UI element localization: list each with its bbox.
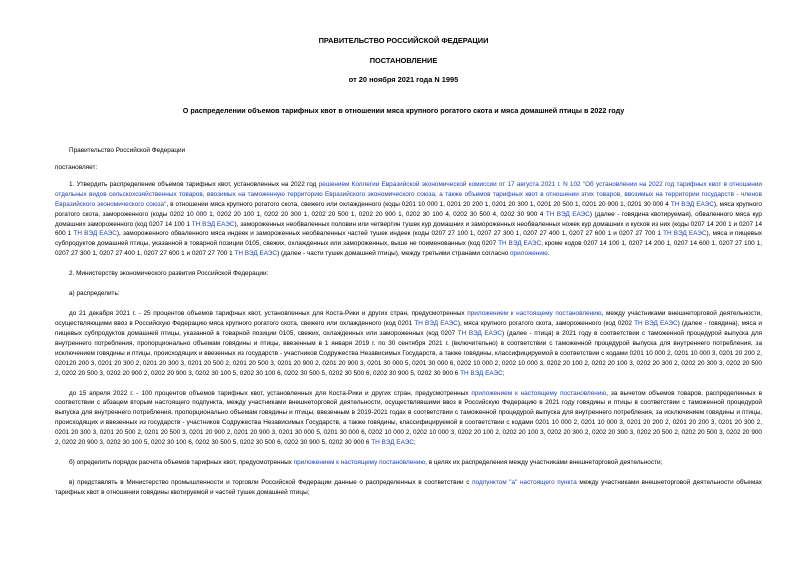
link-tn-ved[interactable]: ТН ВЭД ЕАЭС (371, 439, 414, 447)
text-span: 1. Утвердить распределение объемов тарифных квот, установленных на 2022 год (69, 180, 319, 188)
text-span: ) (далее - птица) в 2021 году в соответствии с таможенной процедурой выпуска для внутреннего потребления, пропорционально объемам говядины и птицы, ввезенным в 1 января 2019 г. по 30 сентября 2021 г. (включительно) в соответствии с таможенной процедурой выпуска для внутреннего потребления, за исключением говядины и птицы, происходящих и ввезенных из государств - участников Содружества Независимых Государств, а также говядины, классифицируемой в соответствии с кодами 0201 10 000 2, 0201 10 000 3, 0201 20 200 2, 020120 200 3, 0201 20 300 2, 0201 20 300 3, 0201 20 500 2, 0201 20 500 3, 0201 20 900 2, 0201 20 900 3, 0201 30 000 5, 0201 30 000 6, 0202 10 000 2, 0202 10 000 3, 0202 20 100 2, 0202 20 100 3, 0202 20 300 2, 0202 20 300 3, 0202 20 500 2, 0202 20 500 3, 0202 20 900 2, 0202 20 900 3, 0202 30 100 5, 0202 30 100 6, 0202 30 500 5, 0202 30 500 6, 0202 30 900 5, 0202 30 900 6 (55, 329, 763, 377)
link-tn-ved[interactable]: ТН ВЭД ЕАЭС (663, 230, 707, 238)
text-span: в) представлять в Министерство промышленности и торговли Российской Федерации данные о распределенных в соответствии с (69, 478, 473, 486)
text-span: ), мяса и пищевых субпродуктов домашней птицы, указанной в товарной позиции 0105, свежих, охлажденных или замороженных, выше не поименованных (код 0207 (55, 230, 762, 248)
link-tn-ved[interactable]: ТН ВЭД ЕАЭС (460, 369, 503, 377)
text-span: ), замороженного обваленного мяса индеек и замороженных необваленных частей тушек индеек (коды 0207 27 100 1, 0207 27 300 1, 0207 27 400 1, 0207 27 600 1 и 0207 27 700 1 (116, 230, 664, 238)
subparagraph-b (55, 458, 762, 468)
link-tn-ved[interactable]: ТН ВЭД ЕАЭС (545, 210, 590, 218)
paragraph-1 (55, 180, 762, 259)
text-span: ) (далее - говядина квотируемая), обваленного мяса кур домашних замороженного (код 0207 14 100 1 (55, 210, 762, 228)
text-span: б) определить порядок расчета объемов тарифных квот, предусмотренных (69, 459, 294, 467)
issuing-authority: ПРАВИТЕЛЬСТВО РОССИЙСКОЙ ФЕДЕРАЦИИ (318, 36, 489, 45)
subparagraph-v (55, 478, 762, 498)
document-date-number: от 20 ноября 2021 года N 1995 (348, 75, 459, 84)
text-span: до 15 апреля 2022 г. - 100 процентов объемов тарифных квот, установленных для Коста-Рики и других стран, предусмотренных (69, 389, 472, 397)
preamble-decides: постановляет: (55, 163, 98, 171)
text-span: между участниками внешнеторговой деятельности объемах тарифных квот в отношении говядины квотируемой и частей тушек домашней птицы; (55, 478, 762, 496)
text-span: , между участниками внешнеторговой деятельности, осуществляющими ввоз в Российскую Федерацию мяса крупного рогатого скота, свежего или охлажденного (код 0201 (55, 310, 763, 327)
paragraph-2: 2. Министерству экономического развития Российской Федерации: (69, 270, 269, 278)
paragraph-3 (55, 309, 762, 378)
document-title: О распределении объемов тарифных квот в отношении мяса крупного рогатого скота и мяса домашней птицы в 2022 году (182, 106, 625, 115)
text-span: ), мяса крупного рогатого скота, замороженного (код 0202 (457, 319, 635, 327)
link-tn-ved[interactable]: ТН ВЭД ЕАЭС (73, 230, 117, 238)
text-span: , в отношении мяса крупного рогатого скота, свежего или охлажденного (коды 0201 10 000 1, 0201 20 200 1, 0201 20 300 1, 0201 20 500 1, 0201 20 900 1, 0201 30 000 4 (166, 200, 671, 208)
link-appendix[interactable]: приложением к настоящему постановлению (467, 310, 602, 318)
document-body (55, 146, 762, 508)
link-tn-ved[interactable]: ТН ВЭД ЕАЭС (670, 200, 714, 208)
text-span: ; (502, 369, 505, 377)
link-eec-decision[interactable]: решением Коллегии Евразийской экономической комиссии от 17 августа 2021 г. N 102 "Об установлении на 2022 год тарифных квот в отношении отдельных видов сельскохозяйственных товаров, ввозимых на таможенную территорию Евразийского экономического союза, а также объемов тарифных квот в отношении этих товаров, ввозимых на территории государств - членов Евразийского экономического союза" (55, 180, 762, 208)
link-tn-ved[interactable]: ТН ВЭД ЕАЭС (457, 329, 503, 337)
document-type: ПОСТАНОВЛЕНИЕ (369, 56, 438, 65)
link-appendix[interactable]: приложением к настоящему постановлению (293, 459, 426, 467)
link-tn-ved[interactable]: ТН ВЭД ЕАЭС (634, 319, 678, 327)
text-span: , кроме кодов 0207 14 100 1, 0207 14 200 1, 0207 14 600 1, 0207 27 100 1, 0207 27 300 1, 0207 27 400 1, 0207 27 600 1 и 0207 27 700 1 (55, 240, 762, 258)
text-span: . (547, 250, 550, 258)
link-tn-ved[interactable]: ТН ВЭД ЕАЭС (414, 319, 458, 327)
link-appendix[interactable]: приложением к настоящему постановлению (471, 389, 607, 397)
text-span: ; (413, 439, 416, 447)
text-span: ), замороженных необваленных половин или четвертин тушек кур домашних и замороженных необваленных ножек кур домашних и кусков из них (коды 0207 14 200 1 и 0207 14 600 1 (55, 220, 762, 238)
text-span: , за вычетом объемов товаров, распределенных в соответствии с абзацем вторым настоящего подпункта, между участниками внешнеторговой деятельности, осуществлявшими ввоз в Российскую Федерацию в 2021 году говядины и птицы в соответствии с таможенной процедурой выпуска для внутреннего потребления, пропорционально объемам говядины и птицы, ввезенным в 2019-2021 годах в соответствии с таможенной процедурой выпуска для внутреннего потребления, за исключением говядины и птицы, происходящих и ввезенных из государств - участников Содружества Независимых Государств, а также говядины, классифицируемой в соответствии с кодами 0201 10 000 2, 0201 10 000 3, 0201 20 200 2, 0201 20 200 3, 0201 20 300 2, 0201 20 300 3, 0201 20 500 2, 0201 20 500 3, 0201 20 900 2, 0201 20 900 3, 0201 30 000 5, 0201 30 000 6, 0202 10 000 2, 0202 10 000 3, 0202 20 100 2, 0202 20 100 3, 0202 20 300 2, 0202 20 300 3, 0202 20 500 2, 0202 20 500 3, 0202 20 900 2, 0202 20 900 3, 0202 30 100 5, 0202 30 100 6, 0202 30 500 5, 0202 30 500 6, 0202 30 900 5, 0202 30 900 6 (55, 389, 762, 447)
text-span: до 21 декабря 2021 г. - 25 процентов объемов тарифных квот, установленных для Коста-Рики и других стран, предусмотренных (69, 310, 468, 318)
paragraph-4 (55, 389, 762, 449)
subparagraph-a: а) распределить: (69, 290, 120, 298)
link-subparagraph-a[interactable]: подпунктом "а" настоящего пункта (472, 478, 577, 486)
text-span: ) (далее - говядина), мяса и пищевых субпродуктов домашней птицы, указанной в товарной позиции 0105, свежих, охлажденных или замороженных (код 0207 (55, 319, 763, 337)
text-span: ) (далее - части тушек домашней птицы), между третьими странами согласно (277, 250, 511, 258)
link-tn-ved[interactable]: ТН ВЭД ЕАЭС (234, 250, 278, 258)
link-appendix[interactable]: приложению (510, 250, 548, 258)
text-span: , в целях их распределения между участниками внешнеторговой деятельности; (425, 459, 663, 467)
link-tn-ved[interactable]: ТН ВЭД ЕАЭС (191, 220, 235, 228)
link-tn-ved[interactable]: ТН ВЭД ЕАЭС (498, 240, 542, 248)
text-span: ), мяса крупного рогатого скота, замороженного (коды 0202 10 000 1, 0202 20 100 1, 0202 20 300 1, 0202 20 500 1, 0202 20 900 1, 0202 30 100 4, 0202 30 500 4, 0202 30 900 4 (55, 200, 762, 218)
preamble-issuer: Правительство Российской Федерации (69, 147, 186, 154)
